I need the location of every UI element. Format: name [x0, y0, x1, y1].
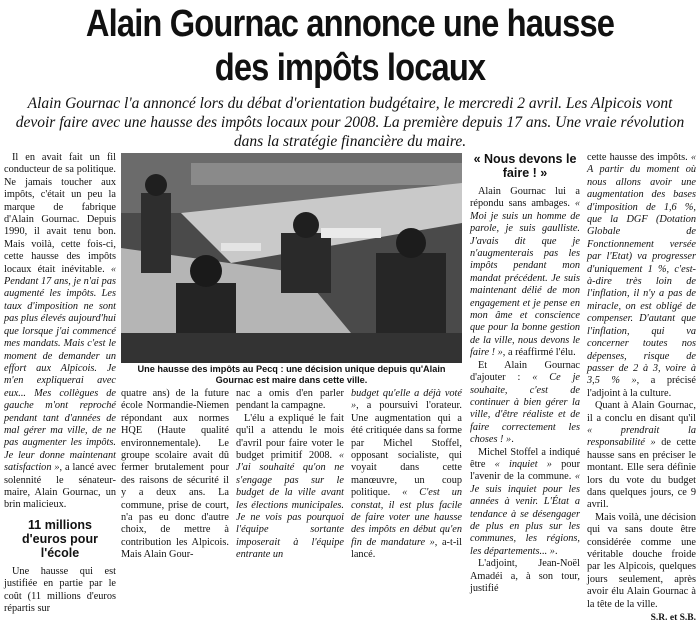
- quote-text: « prendrait la responsabilité »: [587, 424, 696, 449]
- body-text: Michel Stoffel a indiqué être: [470, 446, 580, 470]
- quote-text: « Pendant 17 ans, je n'ai pas augmenté les impôts. Les taux d'imposition ne sont pas plus élevés aujourd'hui que lorsque j'ai commencé mes mandats. Mais c'est le moment de demander un effort aux Alpicois. Je m'en expliquerai avec eux... Mes collègues de gauche m'ont reproché pendant tant d'années de mal gérer ma ville, de ne pas augmenter les impôts. Je leur donne maintenant satisfaction »: [4, 263, 116, 474]
- paragraph: Une hausse qui est justifiée en partie par le coût (11 millions d'euros répartis sur: [4, 565, 116, 614]
- article-headline: [49, 2, 651, 90]
- body-text: , a poursuivi l'orateur. Une augmentation qui a été critiquée dans sa forme par Michel Stoffel, opposant socialiste, qui voyait dans cette manœuvre, un coup politique.: [351, 400, 462, 499]
- body-text: cette hausse des impôts.: [587, 152, 691, 163]
- paragraph: [236, 413, 344, 562]
- headline-line-1: Alain Gournac annonce une hausse: [85, 3, 615, 45]
- column-5: [470, 152, 581, 594]
- author-signature: S.R. et S.B.: [650, 613, 696, 624]
- body-text: , a précisé l'adjoint à la culture.: [587, 375, 697, 399]
- quote-text: « Ce je souhaite, c'est de continuer à bien gérer la ville, d'être réaliste et de faire correctement les choses ! »: [470, 372, 580, 446]
- paragraph: [587, 152, 696, 400]
- subheading-ecole: 11 millions d'euros pour l'école: [22, 517, 98, 560]
- paragraph: quatre ans) de la future école Normandie-Niemen répondant aux normes HQE (Haute qualité environnementale). Le groupe scolaire avait dû fermer brutalement pour des raisons de sécurité il y a deux ans. La commune, prise de court, n'a pas eu donc d'autre choix, de mettre à contribution les Alpicois. Mais Alain Gour-: [121, 388, 229, 561]
- body-text: de cette hausse sans en préciser le montant. Elle sera définie lors du vote du budget dans quelques jours, ce 9 avril.: [587, 437, 696, 511]
- body-text: Alain Gournac lui a répondu sans ambages.: [470, 186, 580, 210]
- paragraph: Mais voilà, une décision qui va sans doute être considérée comme une véritable douche froide par les Alpicois, quelques jours seulement, après avoir élu Alain Gournac à la tête de la ville.: [587, 511, 696, 610]
- body-text: L'élu a expliqué le fait qu'il a attendu le mois d'avril pour faire voter le budget primitif 2008.: [236, 412, 344, 462]
- column-1: [4, 152, 116, 614]
- paragraph: [470, 447, 580, 559]
- headline-line-2: des impôts locaux: [214, 47, 486, 89]
- quote-text: « Moi je suis un homme de parole, je suis gaulliste. J'avais dit que je n'augmenterais pas les impôts pendant mon mandat précédent. Je suis maintenant délié de mon engagement et je pense en mon âme et conscience que pour la bonne gestion de la ville, nous devons le faire ! »: [470, 198, 580, 359]
- quote-text: « C'est un constat, il est plus facile de faire voter une hausse des impôts en début qu'en fin de mandature »: [351, 487, 462, 548]
- body-text: , a-t-il lancé.: [351, 536, 462, 561]
- photo-illustration: [121, 153, 462, 363]
- body-text: .: [511, 434, 514, 446]
- subheading-nous-devons: « Nous devons le faire ! »: [473, 152, 577, 180]
- column-2: [121, 388, 229, 561]
- paragraph: [470, 360, 580, 447]
- column-6: [587, 152, 697, 624]
- photo-caption: Une hausse des impôts au Pecq : une décision unique depuis qu'Alain Gournac est maire dans cette ville.: [137, 364, 446, 385]
- council-meeting-photo: [121, 153, 462, 363]
- paragraph: [470, 186, 580, 360]
- quote-text: « inquiet »: [494, 458, 552, 470]
- column-3: [236, 388, 344, 561]
- quote-text: budget qu'elle a déjà voté »: [351, 388, 462, 412]
- body-text: Et Alain Gournac d'ajouter :: [470, 359, 580, 384]
- paragraph: L'adjoint, Jean-Noël Amadéi a, à son tour, justifié: [470, 558, 580, 594]
- body-text: pour l'avenir de la commune.: [470, 458, 581, 483]
- quote-text: « J'ai souhaité qu'on ne s'engage pas sur le budget de la ville avant les élections municipales. Je ne vois pas pourquoi l'équipe sortante imposerait à l'équipe entrante un: [236, 450, 344, 561]
- paragraph: [587, 400, 696, 512]
- body-text: , a réaffirmé l'élu.: [502, 347, 576, 359]
- body-text: , a lancé avec solennité le sénateur-maire, Alain Gournac, un brin malicieux.: [4, 462, 116, 511]
- quote-text: « A partir du moment où nous allons avoir une augmentation des bases d'imposition de 1,6 %, que la DGF (Dotation Globale de Fonctionnement versée par l'Etat) va progresser d'uniquement 1 %, c'est-à-dire très loin de l'inflation, il n'y a pas de miracle, on est obligé de compenser. D'autant que l'inflation, qui va concerner toutes nos dépenses, risque de passer de 2 à 3, voire à 3,5 % »: [587, 152, 696, 387]
- quote-text: « Je suis inquiet pour les années à venir. L'État a tendance à se désengager de plus en plus sur les communes, les régions, les départements... »: [470, 471, 580, 557]
- column-4: [351, 388, 462, 561]
- body-text: .: [554, 545, 558, 557]
- body-text: Il en avait fait un fil conducteur de sa politique. Ne jamais toucher aux impôts, c'était un peu la marque de fabrique d'Alain Gournac. Depuis 1990, il avait tenu bon. Mais voilà, cette fois-ci, cette hausse des impôts locaux était inévitable.: [4, 152, 116, 275]
- article-lead: Alain Gournac l'a annoncé lors du débat d'orientation budgétaire, le mercredi 2 avril. Les Alpicois vont devoir faire avec une hausse des impôts locaux pour 2008. La première depuis 17 ans. Une vraie révolution dans la stratégie financière du maire.: [15, 95, 685, 150]
- paragraph: [351, 388, 462, 562]
- body-text: Quant à Alain Gournac, il a conclu en disant qu'il: [587, 400, 696, 424]
- paragraph: [4, 152, 116, 512]
- paragraph: nac a omis d'en parler pendant la campagne.: [236, 388, 344, 412]
